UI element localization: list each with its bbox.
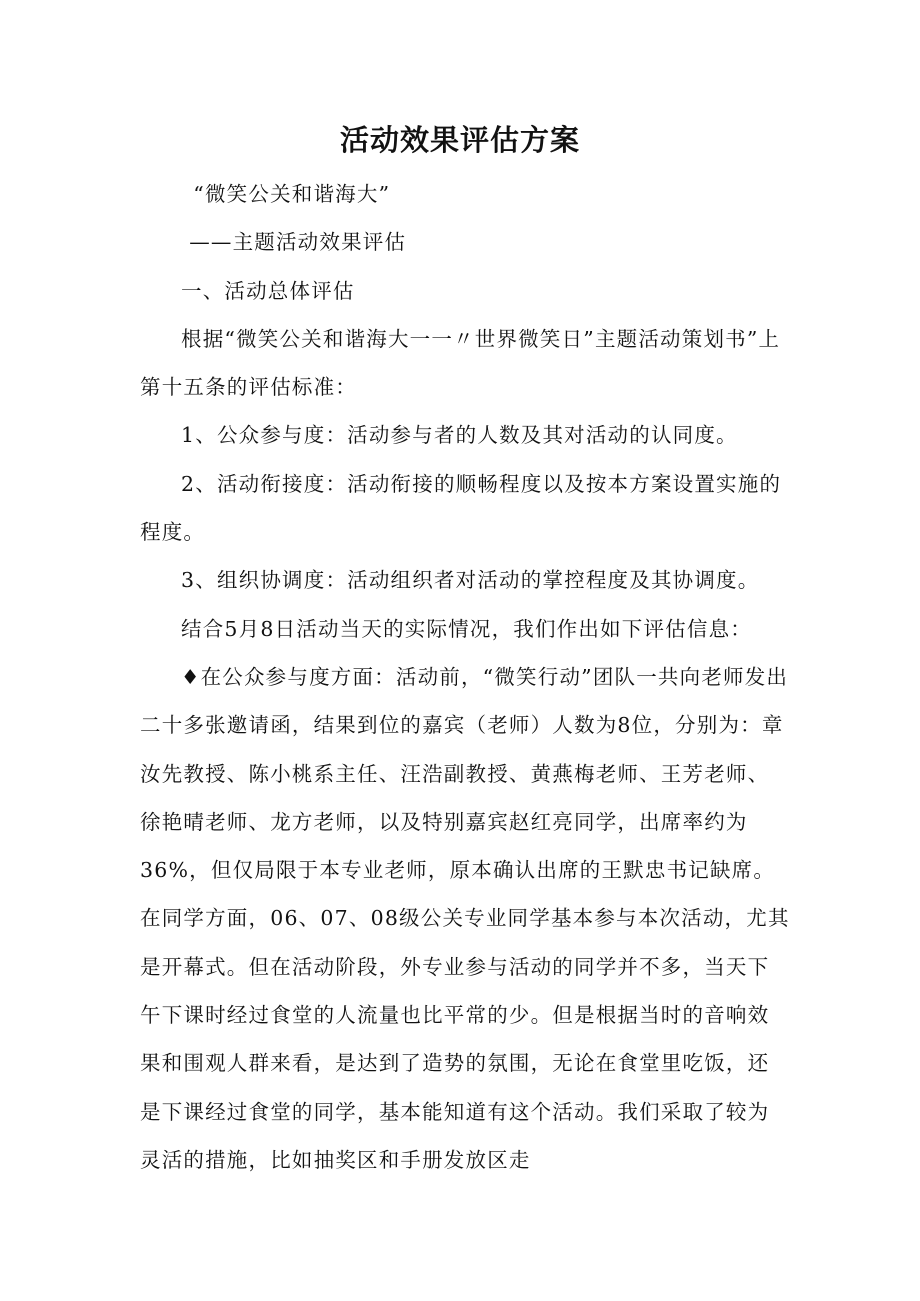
- paragraph-public-participation: ♦在公众参与度方面：活动前，“微笑行动”团队一共向老师发出二十多张邀请函，结果到位的嘉宾（老师）人数为8位，分别为：章汝先教授、陈小桃系主任、汪浩副教授、黄燕梅老师、王芳老师、徐艳晴老师、龙方老师，以及特别嘉宾赵红亮同学，出席率约为36%，但仅局限于本专业老师，原本确认出席的王默忠书记缺席。在同学方面，06、07、08级公关专业同学基本参与本次活动，尤其是开幕式。但在活动阶段，外专业参与活动的同学并不多，当天下午下课时经过食堂的人流量也比平常的少。但是根据当时的音响效果和围观人群来看，是达到了造势的氛围，无论在食堂里吃饭，还是下课经过食堂的同学，基本能知道有这个活动。我们采取了较为灵活的措施，比如抽奖区和手册发放区走: [140, 664, 790, 1172]
- section-heading: 一、活动总体评估: [181, 278, 355, 303]
- subtitle-secondary: ——主题活动效果评估: [189, 230, 407, 255]
- paragraph-evaluation-intro: 结合5月8日活动当天的实际情况，我们作出如下评估信息：: [181, 616, 752, 641]
- subtitle: “微笑公关和谐海大”: [193, 182, 391, 206]
- document-title: 活动效果评估方案: [339, 123, 580, 157]
- paragraph-criteria-1: 1、公众参与度：活动参与者的人数及其对活动的认同度。: [181, 423, 738, 448]
- paragraph-criteria-2: 2、活动衔接度：活动衔接的顺畅程度以及按本方案设置实施的程度。: [140, 471, 782, 545]
- paragraph-criteria-intro: 根据“微笑公关和谐海大一一〃世界微笑日”主题活动策划书”上第十五条的评估标准：: [140, 326, 781, 400]
- paragraph-criteria-3: 3、组织协调度：活动组织者对活动的掌控程度及其协调度。: [181, 568, 760, 593]
- document-body: [140, 170, 790, 1184]
